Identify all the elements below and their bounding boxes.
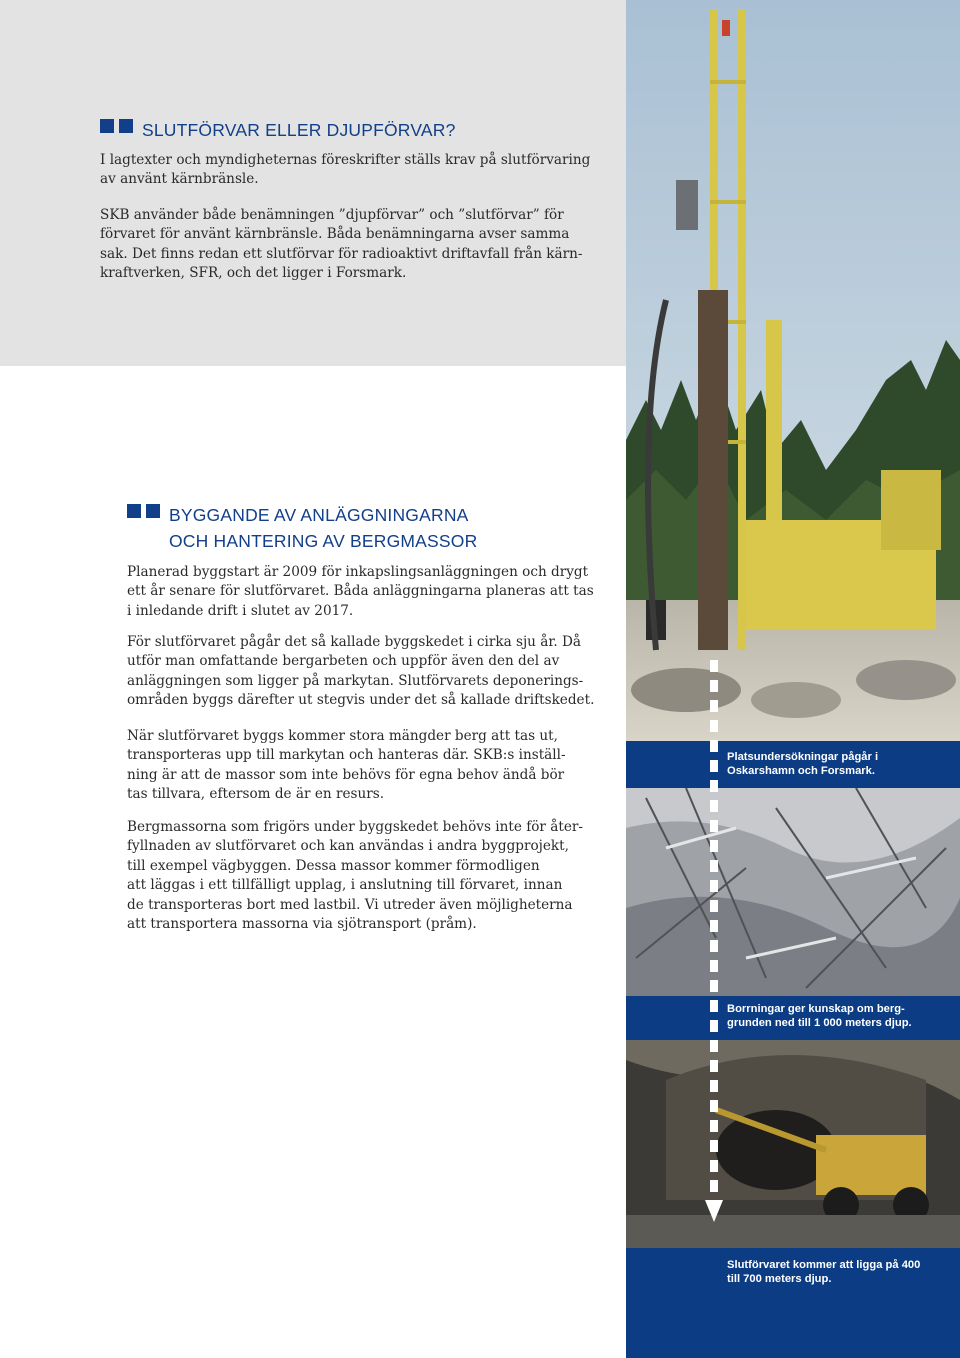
section1-heading-text: SLUTFÖRVAR ELLER DJUPFÖRVAR? bbox=[142, 120, 456, 140]
section2-paragraph-3 bbox=[127, 727, 566, 805]
caption-line: till 700 meters djup. bbox=[727, 1273, 832, 1285]
section2-paragraph-4 bbox=[127, 818, 583, 934]
text-line: de transporteras bort med lastbil. Vi utreder även möjligheterna bbox=[127, 896, 573, 913]
tunnel-photo bbox=[626, 1040, 960, 1248]
caption-3 bbox=[727, 1258, 920, 1286]
text-line: av använt kärnbränsle. bbox=[100, 171, 259, 188]
section2-heading-line: OCH HANTERING AV BERGMASSOR bbox=[169, 531, 478, 551]
text-line: transporteras upp till markytan och hanteras där. SKB:s inställ- bbox=[127, 747, 566, 764]
text-line: områden byggs därefter ut stegvis under det så kallade driftskedet. bbox=[127, 692, 595, 709]
caption-line: Platsundersökningar pågår i bbox=[727, 751, 879, 763]
section2-heading bbox=[127, 502, 477, 554]
text-line: ning är att de massor som inte behövs för egna behov ändå bör bbox=[127, 766, 565, 783]
text-line: tas tillvara, eftersom de är en resurs. bbox=[127, 786, 385, 803]
drill-rig-photo bbox=[626, 0, 960, 741]
text-line: ett år senare för slutförvaret. Båda anläggningarna planeras att tas bbox=[127, 583, 594, 600]
text-line: När slutförvaret byggs kommer stora mängder berg att tas ut, bbox=[127, 728, 558, 744]
text-line: SKB använder både benämningen ”djupförvar” och ”slutförvar” för bbox=[100, 207, 564, 223]
text-line: utför man omfattande bergarbeten och uppför även den del av bbox=[127, 653, 560, 670]
text-line: För slutförvaret pågår det så kallade byggskedet i cirka sju år. Då bbox=[127, 634, 582, 650]
text-line: till exempel vägbyggen. Dessa massor kommer förmodligen bbox=[127, 857, 540, 874]
caption-line: Slutförvaret kommer att ligga på 400 bbox=[727, 1259, 921, 1271]
text-line: sak. Det finns redan ett slutförvar för radioaktivt driftavfall från kärn- bbox=[100, 245, 583, 262]
section1-paragraph-2 bbox=[100, 206, 583, 284]
arrow-head-icon bbox=[705, 1200, 723, 1222]
text-line: förvaret för använt kärnbränsle. Båda benämningarna avser samma bbox=[100, 226, 570, 243]
text-line: att läggas i ett tillfälligt upplag, i anslutning till förvaret, innan bbox=[127, 877, 563, 894]
text-line: I lagtexter och myndigheternas föreskrifter ställs krav på slutförvaring bbox=[100, 152, 591, 168]
depth-arrow-icon bbox=[710, 660, 718, 1220]
caption-2 bbox=[727, 1002, 912, 1030]
caption-line: grunden ned till 1 000 meters djup. bbox=[727, 1017, 912, 1029]
text-line: Planerad byggstart är 2009 för inkapslingsanläggningen och drygt bbox=[127, 564, 589, 580]
caption-1 bbox=[727, 750, 878, 778]
square-bullet-icon bbox=[100, 117, 133, 133]
text-line: Bergmassorna som frigörs under byggskedet behövs inte för åter- bbox=[127, 819, 583, 835]
rock-surface-photo bbox=[626, 788, 960, 996]
section1-paragraph-1 bbox=[100, 151, 590, 190]
section2-paragraph-1 bbox=[127, 563, 594, 621]
section1-heading bbox=[100, 117, 456, 143]
section2-paragraph-2 bbox=[127, 633, 594, 711]
square-bullet-icon bbox=[127, 502, 160, 518]
text-line: fyllnaden av slutförvaret och kan användas i andra byggprojekt, bbox=[127, 838, 569, 855]
text-line: anläggningen som ligger på markytan. Slutförvarets deponerings- bbox=[127, 672, 584, 689]
caption-line: Oskarshamn och Forsmark. bbox=[727, 765, 875, 777]
text-line: att transportera massorna via sjötransport (pråm). bbox=[127, 916, 477, 933]
text-line: kraftverken, SFR, och det ligger i Forsmark. bbox=[100, 265, 407, 282]
caption-line: Borrningar ger kunskap om berg- bbox=[727, 1003, 905, 1015]
text-line: i inledande drift i slutet av 2017. bbox=[127, 602, 354, 619]
section2-heading-line: BYGGANDE AV ANLÄGGNINGARNA bbox=[169, 505, 469, 525]
